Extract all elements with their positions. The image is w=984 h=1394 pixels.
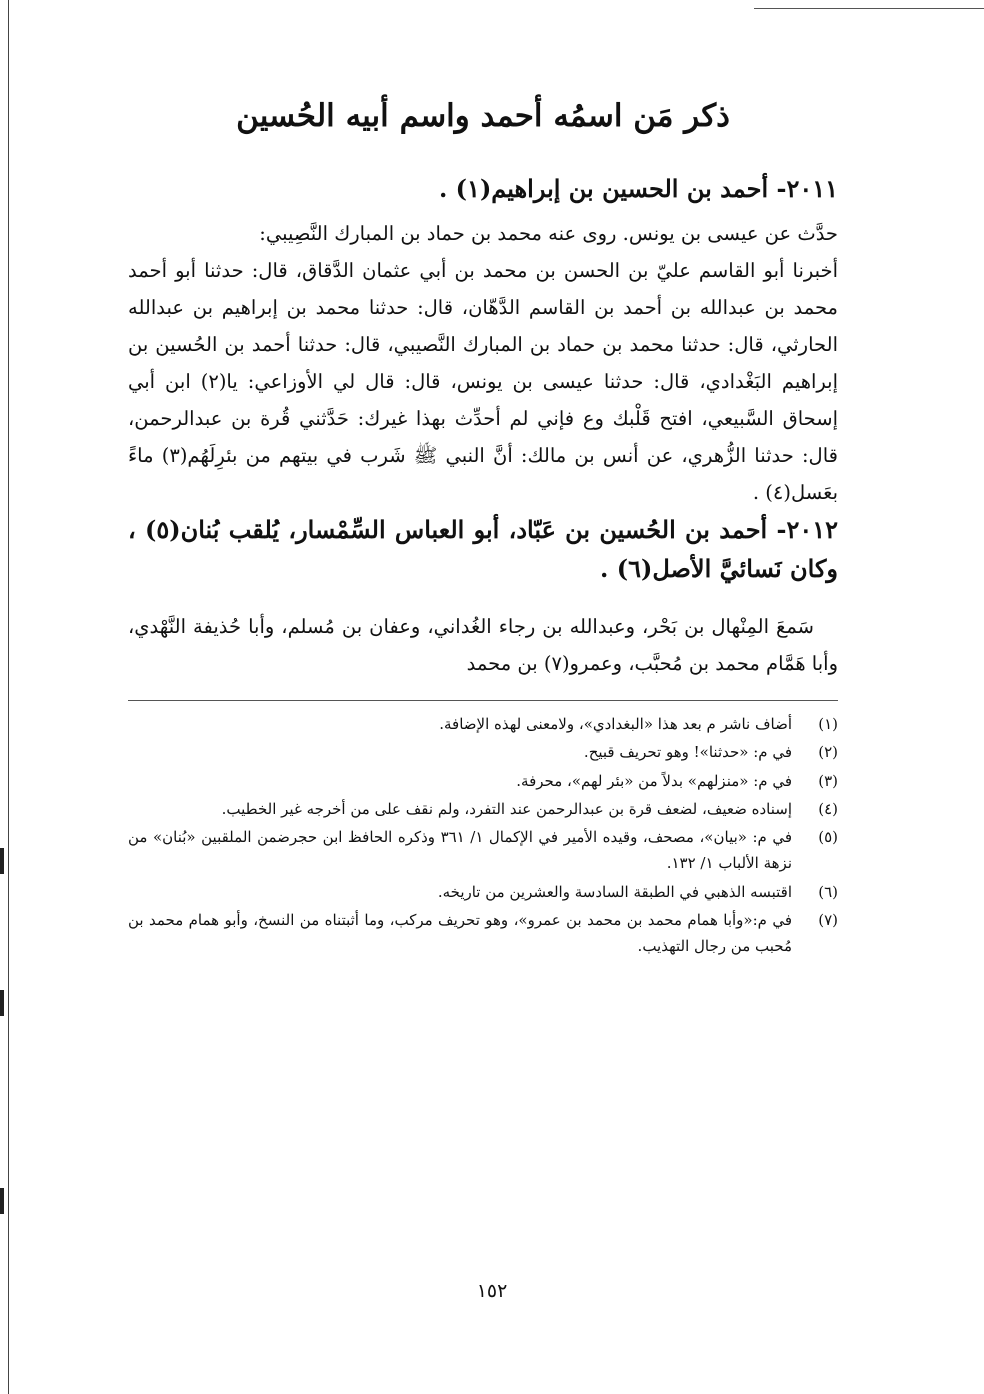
page-number: ١٥٢ bbox=[476, 1280, 508, 1302]
page-title: ذكر مَن اسمُه أحمد واسم أبيه الحُسين bbox=[236, 98, 730, 134]
footnote-text: في م: «بيان»، مصحف، وقيده الأمير في الإكمال ١/ ٣٦١ وذكره الحافظ ابن حجرضمن الملقبين «بُنان» من نزهة الألباب ١/ ١٣٢. bbox=[128, 828, 792, 873]
scan-edge-mark bbox=[0, 848, 4, 874]
footnote bbox=[128, 768, 838, 794]
footnote-text: في م: «منزلهم» بدلاً من «بئر لهم»، محرفة. bbox=[516, 771, 792, 790]
scan-edge-line bbox=[8, 0, 9, 1394]
footnote-number: (٥) bbox=[818, 828, 838, 847]
footnote-text: في م: «حدثنا»! وهو تحريف قبيح. bbox=[583, 743, 792, 762]
entry-2011 bbox=[128, 170, 838, 511]
footnote bbox=[128, 824, 838, 877]
footnote-number: (٦) bbox=[818, 882, 838, 901]
footnote bbox=[128, 907, 838, 960]
footnote-text: إسناده ضعيف، لضعف قرة بن عبدالرحمن عند التفرد، ولم نقف على من أخرجه غير الخطيب. bbox=[221, 799, 792, 818]
footnote-text: اقتبسه الذهبي في الطبقة السادسة والعشرين من تاريخه. bbox=[437, 882, 792, 901]
footnotes bbox=[128, 711, 838, 959]
top-rule bbox=[754, 8, 984, 9]
footnote bbox=[128, 739, 838, 765]
page-content bbox=[128, 95, 838, 961]
footnote bbox=[128, 879, 838, 905]
footnote-text: في م:«وأبا همام محمد بن محمد بن عمرو»، وهو تحريف مركب، وما أثبتناه من النسخ، وأبو همام محمد بن مُحبب من رجال التهذيب. bbox=[128, 910, 792, 956]
entry-paragraph: حدَّث عن عيسى بن يونس. روى عنه محمد بن حماد بن المبارك النَّصِيبي: bbox=[259, 221, 838, 245]
scan-edge-mark bbox=[0, 990, 4, 1016]
footnote-number: (٤) bbox=[818, 799, 838, 818]
footnote bbox=[128, 711, 838, 737]
footnote bbox=[128, 796, 838, 822]
footnote-number: (٢) bbox=[818, 743, 838, 762]
footnote-number: (٣) bbox=[818, 771, 838, 790]
footnote-separator bbox=[128, 700, 838, 701]
scan-edge-mark bbox=[0, 1188, 4, 1214]
entry-paragraph: سَمعَ المِنْهال بن بَحْر، وعبدالله بن رجاء الغُداني، وعفان بن مُسلم، وأبا حُذيفة النَّهْدي، وأبا هَمَّام محمد بن مُحبَّب، وعمرو(٧) بن محمد bbox=[128, 614, 838, 675]
footnote-number: (٧) bbox=[818, 910, 838, 929]
footnote-number: (١) bbox=[818, 715, 838, 734]
entry-heading: ٢٠١١- أحمد بن الحسين بن إبراهيم(١) . bbox=[438, 174, 838, 204]
entry-2012 bbox=[128, 511, 838, 682]
entry-paragraph: أخبرنا أبو القاسم عليّ بن الحسن بن محمد بن أبي عثمان الدَّقاق، قال: حدثنا أبو أحمد محمد بن عبدالله بن أحمد بن القاسم الدَّهّان، قال: حدثنا محمد بن إبراهيم بن عبدالله الحارثي، قال: حدثنا محمد بن حماد بن المبارك النَّصيبي، قال: حدثنا أحمد بن الحُسين بن إبراهيم البَغْدادي، قال: حدثنا عيسى بن يونس، قال: قال لي الأوزاعي: يا(٢) ابن أبي إسحاق السَّبيعي، افتح قَلْبك وع فإني لم أحدِّث بهذا غيرك: حَدَّثني قُرة بن عبدالرحمن، قال: حدثنا الزُّهري، عن أنس بن مالك: أنَّ النبي ﷺ شَرب في بيتهم من بئرِلَهُم(٣) ماءً بعَسل(٤) . bbox=[128, 258, 839, 505]
footnote-text: أضاف ناشر م بعد هذا «البغدادي»، ولامعنى لهذه الإضافة. bbox=[439, 715, 792, 734]
entry-heading: ٢٠١٢- أحمد بن الحُسين بن عَبّاد، أبو العباس السِّمْسار، يُلقب بُنان(٥) ، وكان نَسائيَّ الأصل(٦) . bbox=[128, 515, 838, 583]
